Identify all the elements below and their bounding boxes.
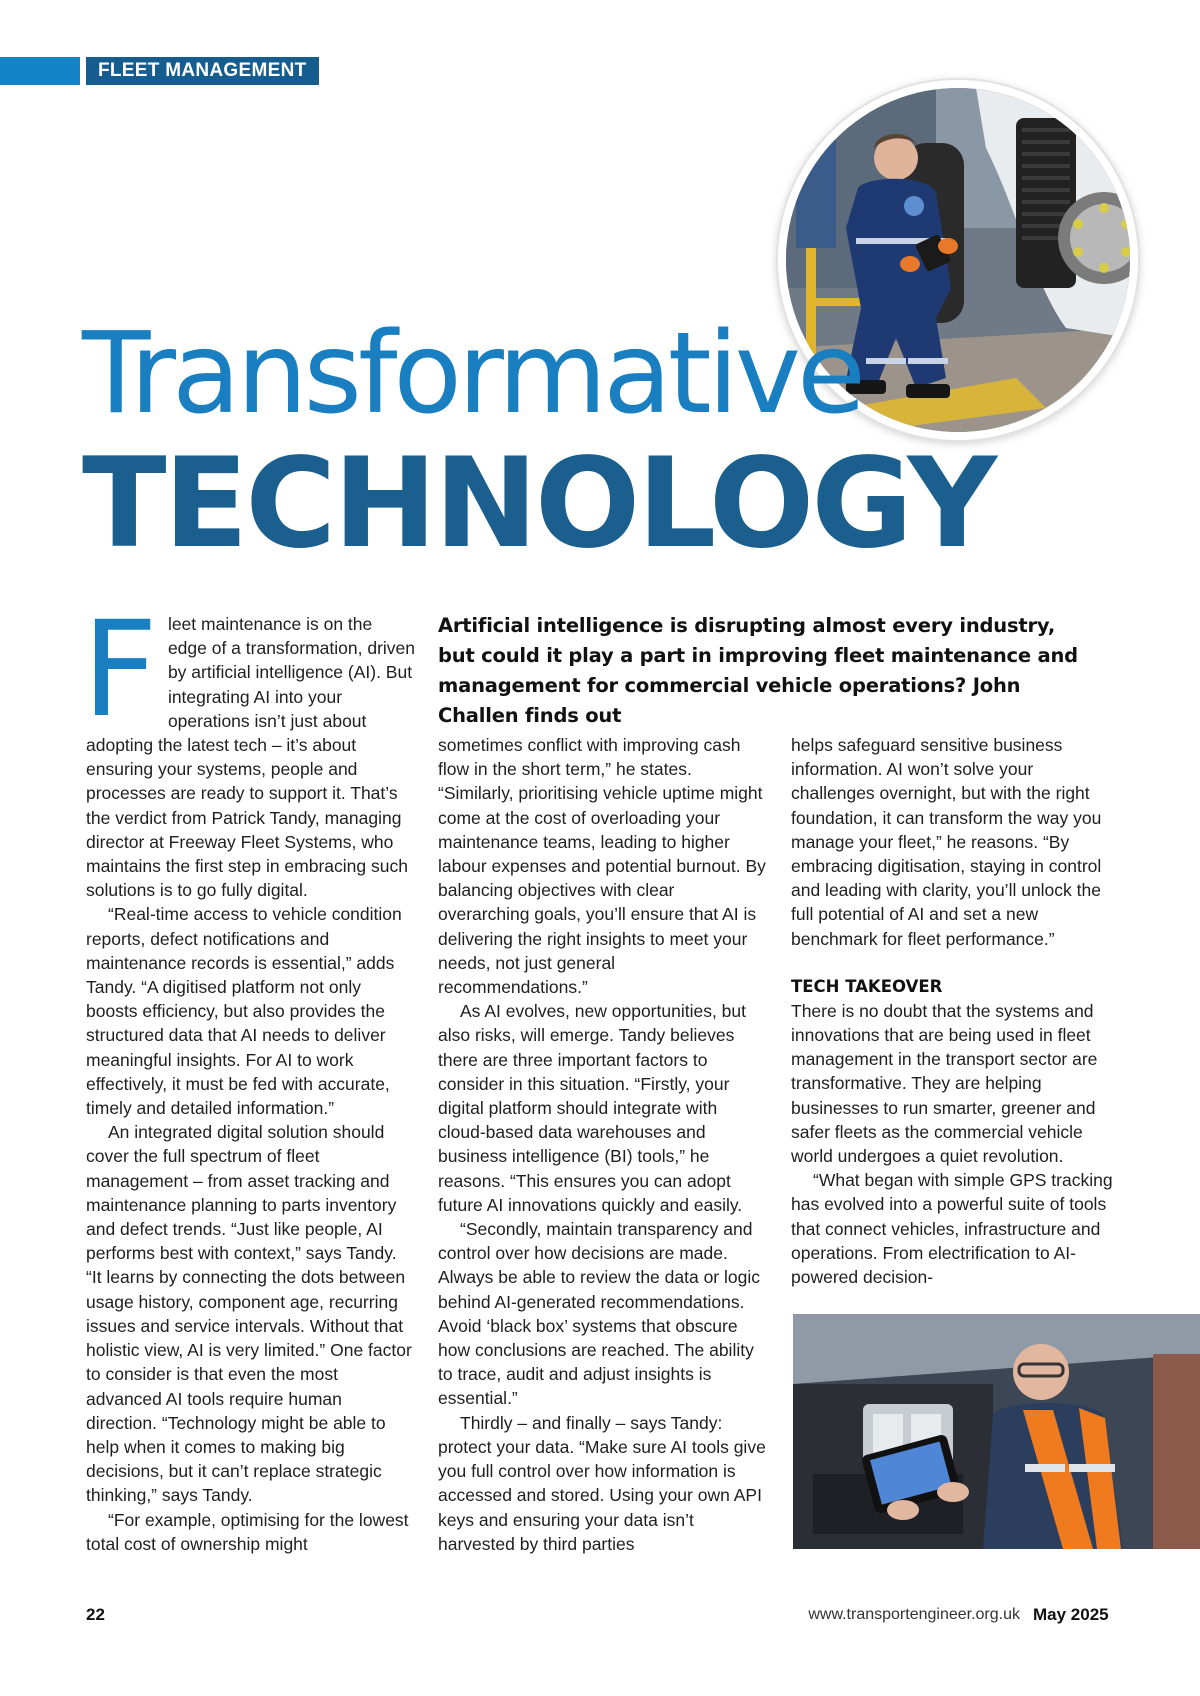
paragraph: An integrated digital solution should cover the full spectrum of fleet management – from asset tracking and maintenance planning to parts inventory and defect trends. “Just like people, AI performs best with context,” says Tandy. “It learns by connecting the dots between usage history, component age, recurring issues and service intervals. Without that holistic view, AI is very limited.” One factor to consider is that even the most advanced AI tools require human direction. “Technology might be able to help when it comes to making big decisions, but it can’t replace strategic thinking,” says Tandy. — [86, 1122, 412, 1506]
engineer-illustration — [793, 1314, 1200, 1549]
footer-url: www.transportengineer.org.uk — [808, 1606, 1020, 1623]
paragraph: “Real-time access to vehicle condition reports, defect notifications and maintenance records is essential,” adds Tandy. “A digitised platform not only boosts efficiency, but also provides the structured data that AI needs to deliver meaningful insights. For AI to work effectively, it must be fed with accurate, timely and detailed information.” — [86, 904, 402, 1119]
section-tag: FLEET MANAGEMENT — [86, 57, 319, 85]
engineer-photo — [793, 1314, 1200, 1549]
article-column-1 — [82, 593, 416, 1556]
page-number: 22 — [86, 1605, 105, 1624]
paragraph: helps safeguard sensitive business information. AI won’t solve your challenges overnight, but with the right foundation, it can transform the way you manage your fleet,” he reasons. “By embracing digitisation, staying in control and leading with clarity, you’ll unlock the full potential of AI and set a new benchmark for fleet performance.” — [791, 735, 1102, 949]
paragraph: There is no doubt that the systems and innovations that are being used in fleet management in the transport sector are transformative. They are helping businesses to run smarter, greener and safer fleets as the commercial vehicle world undergoes a quiet revolution. — [791, 1000, 1098, 1167]
headline-line-2: TECHNOLOGY — [82, 432, 995, 576]
paragraph: sometimes conflict with improving cash flow in the short term,” he states. “Similarly, prioritising vehicle uptime might come at the cost of overloading your maintenance teams, leading to higher labour expenses and potential burnout. By balancing objectives with clear overarching goals, you’ll ensure that AI is delivering the right insights to meet your needs, not just general recommendations.” — [438, 735, 766, 998]
drop-cap: F — [82, 593, 158, 747]
section-color-bar — [0, 57, 80, 85]
paragraph: leet maintenance is on the edge of a transformation, driven by artificial intelligence (AI). But integrating AI into your operations isn’t just about adopting the latest tech – it’s about ensuring your systems, people and processes are ready to support it. That’s the verdict from Patrick Tandy, managing director at Freeway Fleet Systems, who maintains the first step in embracing such solutions is to go fully digital. — [86, 614, 416, 901]
headline-line-1: Transformative — [82, 309, 862, 439]
paragraph: “Secondly, maintain transparency and control over how decisions are made. Always be able to review the data or logic behind AI-generated recommendations. Avoid ‘black box’ systems that obscure how conclusions are reached. The ability to trace, audit and adjust insights is essential.” — [438, 1219, 760, 1409]
standfirst: Artificial intelligence is disrupting almost every industry, but could it play a part in improving fleet maintenance and management for commercial vehicle operations? John Challen finds out — [438, 614, 1078, 727]
subheading: TECH TAKEOVER — [791, 976, 943, 996]
article-column-2 — [438, 733, 768, 1556]
paragraph: “What began with simple GPS tracking has evolved into a powerful suite of tools that connect vehicles, infrastructure and operations. From electrification to AI-powered decision- — [791, 1170, 1113, 1288]
issue-date: May 2025 — [1033, 1605, 1109, 1624]
paragraph: Thirdly – and finally – says Tandy: protect your data. “Make sure AI tools give you full control over how information is accessed and stored. Using your own API keys and ensuring your data isn’t harvested by third parties — [438, 1412, 766, 1554]
paragraph: “For example, optimising for the lowest total cost of ownership might — [86, 1509, 409, 1554]
paragraph: As AI evolves, new opportunities, but also risks, will emerge. Tandy believes there are three important factors to consider in this situation. “Firstly, your digital platform should integrate with cloud-based data warehouses and business intelligence (BI) tools,” he reasons. “This ensures you can adopt future AI innovations quickly and easily. — [438, 1001, 746, 1215]
article-column-3 — [791, 733, 1121, 1289]
